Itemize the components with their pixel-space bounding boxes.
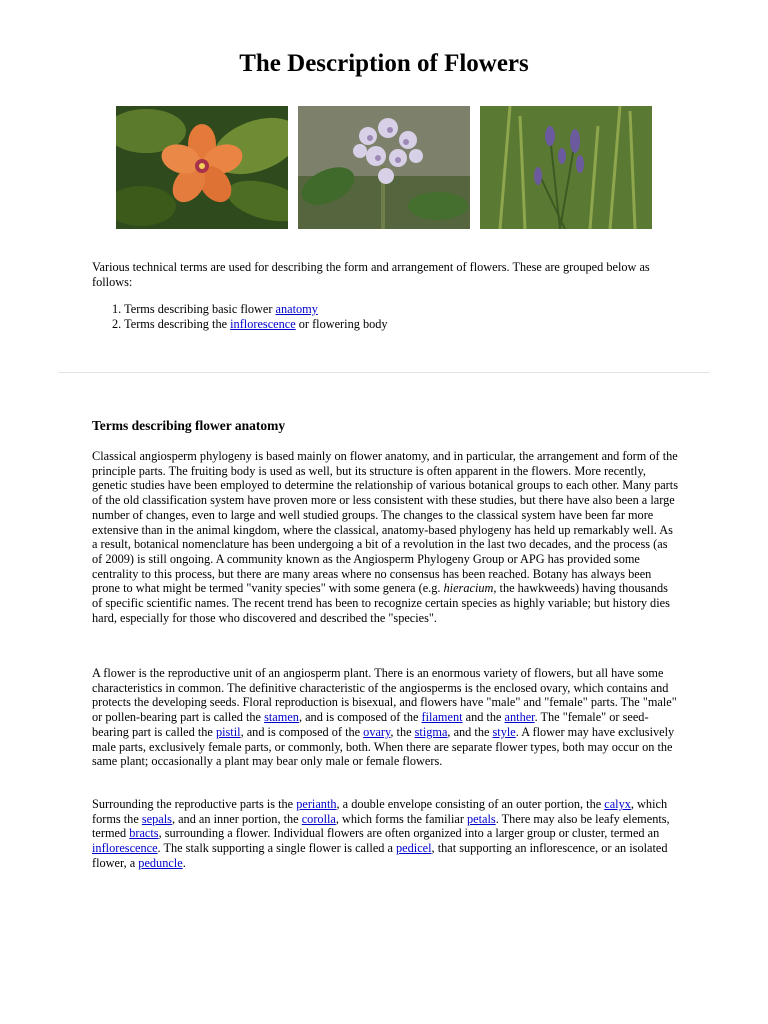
topic-list — [112, 302, 672, 331]
corolla-link[interactable]: corolla — [301, 811, 336, 826]
inflorescence-link[interactable]: inflorescence — [230, 316, 296, 331]
list-text: Terms describing the — [124, 316, 231, 331]
orange-flower-photo — [116, 106, 288, 229]
calyx-link[interactable]: calyx — [604, 797, 631, 811]
anatomy-link[interactable]: anatomy — [275, 302, 318, 316]
peduncle-link[interactable]: peduncle — [138, 855, 183, 870]
perianth-link[interactable]: perianth — [296, 797, 337, 811]
sepals-link[interactable]: sepals — [141, 811, 172, 826]
list-item — [112, 317, 672, 332]
list-item — [112, 302, 672, 317]
anther-link[interactable]: anther — [504, 710, 535, 725]
petals-link[interactable]: petals — [467, 811, 496, 826]
genus-name: hieracium — [443, 581, 494, 596]
style-link[interactable]: style — [492, 724, 516, 739]
list-text: or flowering body — [295, 316, 388, 331]
inflorescence-link[interactable]: inflorescence — [92, 841, 158, 856]
page-title: The Description of Flowers — [239, 50, 529, 77]
list-text: Terms describing basic flower — [124, 302, 276, 316]
pale-purple-flower-photo — [298, 106, 470, 229]
stamen-link[interactable]: stamen — [264, 710, 299, 725]
photo-strip — [116, 106, 656, 229]
pistil-link[interactable]: pistil — [215, 724, 241, 739]
purple-spike-flower-photo — [480, 106, 652, 229]
stigma-link[interactable]: stigma — [414, 724, 448, 739]
intro-paragraph: Various technical terms are used for describing the form and arrangement of flowers. These are grouped below as follows: — [92, 260, 650, 289]
paragraph-perianth: Surrounding the reproductive parts is the perianth, a double envelope consisting of an outer portion, the calyx, which forms the sepals, and an inner portion, the corolla, which forms the familiar petals. There may also be leafy elements, termed bracts, surrounding a flower. Individual flowers are often organized into a larger group or cluster, termed an inflorescence. The stalk supporting a single flower is called a pedicel, that supporting an inflorescence, or an isolated flower, a peduncle. — [92, 797, 670, 870]
pedicel-link[interactable]: pedicel — [396, 841, 432, 856]
bracts-link[interactable]: bracts — [129, 826, 159, 841]
section-divider — [58, 372, 710, 373]
list-number: 2. — [112, 316, 122, 331]
paragraph-flower-parts: A flower is the reproductive unit of an angiosperm plant. There is an enormous variety of flowers, but all have some characteristics in common. The definitive characteristic of the angiosperms is the enclosed ovary, which contains and protects the developing seeds. Floral reproduction is bisexual, and flowers have "male" and "female" parts. The "male" or pollen-bearing part is called the stamen, and is composed of the filament and the anther. The "female" or seed-bearing part is called the pistil, and is composed of the ovary, the stigma, and the style. A flower may have exclusively male parts, exclusively female parts, or commonly, both. When there are separate flower types, both may occur on the same plant; occasionally a plant may bear only male or female flowers. — [92, 666, 677, 769]
ovary-link[interactable]: ovary — [363, 724, 391, 739]
section-heading: Terms describing flower anatomy — [92, 418, 286, 433]
filament-link[interactable]: filament — [421, 710, 463, 725]
paragraph-phylogeny: Classical angiosperm phylogeny is based mainly on flower anatomy, and in particular, the arrangement and form of the principle parts. The fruiting body is used as well, but its structure is often apparent in the flowers. More recently, genetic studies have been employed to determine the relationship of various botanical groups to each other. Many parts of the old classification system have proven more or less consistent with these studies, but there have also been a large number of changes, even to large and well studied groups. The changes to the classical system have been far more extensive than in the animal kingdom, where the classical, anatomy-based phylogeny has held up remarkably well. As a result, botanical nomenclature has been undergoing a bit of a revolution in the last two decades, and the process (as of 2009) is still ongoing. A community known as the Angiosperm Phylogeny Group or APG has provided some centrality to this process, but there are many areas where no consensus has been reached. Botany has always been prone to what might be termed "vanity species" with some genera (e.g. hieracium, the hawkweeds) having thousands of specific scientific names. The recent trend has been to recognize certain species as highly variable; but history dies hard, especially for those who discovered and described the "species". — [92, 449, 678, 625]
list-number: 1. — [112, 302, 122, 316]
